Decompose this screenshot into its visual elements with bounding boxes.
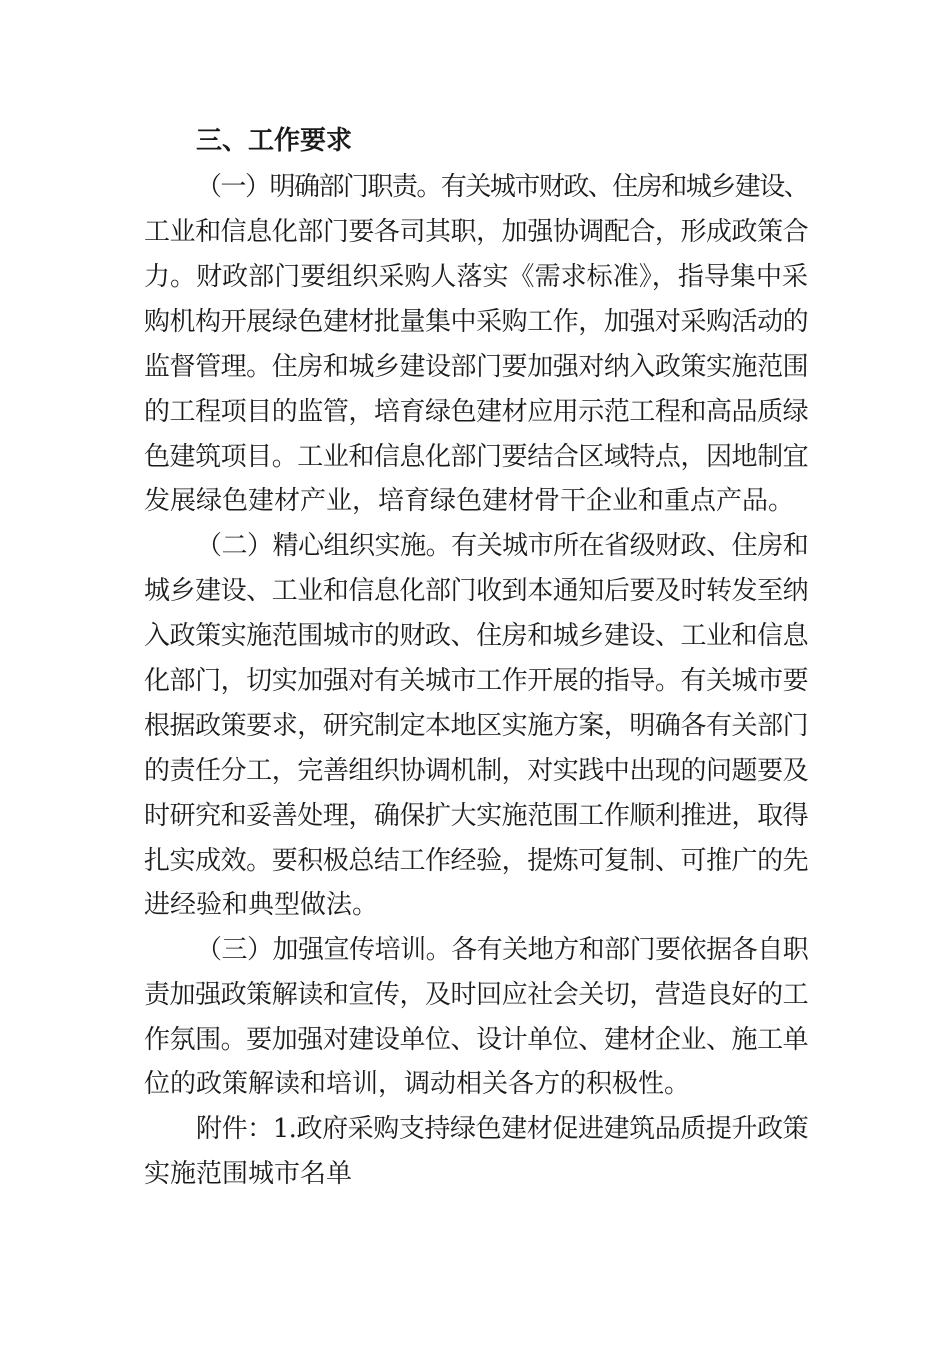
paragraph-line: 责加强政策解读和宣传，及时回应社会关切，营造良好的工 [144, 980, 808, 1010]
attachment-line: 实施范围城市名单 [144, 1159, 353, 1189]
attachment-line: 附件：1.政府采购支持绿色建材促进建筑品质提升政策 [196, 1114, 808, 1144]
paragraph-line: （一）明确部门职责。有关城市财政、住房和城乡建设、 [196, 172, 808, 202]
paragraph-line: 发展绿色建材产业，培育绿色建材骨干企业和重点产品。 [144, 486, 795, 516]
paragraph-line: 色建筑项目。工业和信息化部门要结合区域特点，因地制宜 [144, 442, 808, 472]
paragraph-line: 购机构开展绿色建材批量集中采购工作，加强对采购活动的 [144, 307, 808, 337]
paragraph-line: 城乡建设、工业和信息化部门收到本通知后要及时转发至纳 [144, 576, 808, 606]
paragraph-line: 时研究和妥善处理，确保扩大实施范围工作顺利推进，取得 [144, 801, 808, 831]
paragraph-line: 位的政策解读和培训，调动相关各方的积极性。 [144, 1069, 691, 1099]
section-heading: 三、工作要求 [196, 126, 353, 156]
paragraph-line: 扎实成效。要积极总结工作经验，提炼可复制、可推广的先 [144, 846, 808, 876]
paragraph-line: 入政策实施范围城市的财政、住房和城乡建设、工业和信息 [144, 621, 808, 651]
paragraph-line: 的责任分工，完善组织协调机制，对实践中出现的问题要及 [144, 756, 808, 786]
paragraph-line: 化部门，切实加强对有关城市工作开展的指导。有关城市要 [144, 666, 808, 696]
paragraph-line: 力。财政部门要组织采购人落实《需求标准》，指导集中采 [144, 262, 808, 292]
paragraph-line: 进经验和典型做法。 [144, 890, 379, 920]
paragraph-line: （三）加强宣传培训。各有关地方和部门要依据各自职 [196, 935, 808, 965]
paragraph-line: 根据政策要求，研究制定本地区实施方案，明确各有关部门 [144, 711, 808, 741]
paragraph-line: （二）精心组织实施。有关城市所在省级财政、住房和 [196, 531, 808, 561]
paragraph-line: 作氛围。要加强对建设单位、设计单位、建材企业、施工单 [144, 1025, 808, 1055]
paragraph-line: 的工程项目的监管，培育绿色建材应用示范工程和高品质绿 [144, 397, 808, 427]
paragraph-line: 监督管理。住房和城乡建设部门要加强对纳入政策实施范围 [144, 352, 808, 382]
paragraph-line: 工业和信息化部门要各司其职，加强协调配合，形成政策合 [144, 217, 808, 247]
